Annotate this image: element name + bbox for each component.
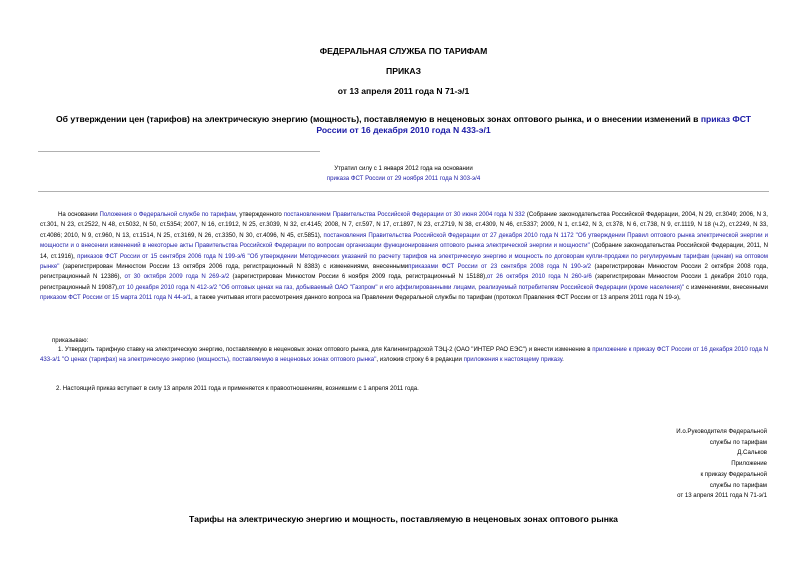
link-order-412[interactable]: от 10 декабря 2010 года N 412-э/2 "Об оптовых ценах на газ, добываемый ОАО "Газпром" и его аффилированными лицами, реализуемый потребителям Российской Федерации (кроме населения)" — [118, 283, 685, 291]
preamble-text: (Собрание законодательства Российской Федерации, 2011, N 14, ст.1916), — [40, 242, 768, 260]
preamble-text: (зарегистрирован Минюстом России 1 декабря 2010 года, регистрационный N 19087), — [40, 273, 768, 291]
signer-position: службы по тарифам — [709, 438, 767, 446]
signer-position: И.о.Руководителя Федеральной — [676, 428, 767, 435]
preamble-paragraph — [40, 210, 768, 304]
preamble-text: На основании — [58, 211, 100, 218]
order-word: приказываю: — [52, 337, 89, 344]
appendix-label: Приложение — [731, 460, 767, 468]
preamble-text: с изменениями, внесенными — [684, 283, 768, 291]
preamble-text: (зарегистрирован Минюстом России 13 октября 2006 года, регистрационный N 8383) с изменениями, внесенными — [59, 263, 409, 271]
preamble-text: , а также учитывая итоги рассмотрения данного вопроса на Правлении Федеральной службы по тарифам (протокол Правления ФСТ России от 13 апреля 2011 года N 19-э), — [190, 294, 681, 302]
divider-full — [38, 191, 769, 192]
link-resolution-1172[interactable]: постановления Правительства Российской Федерации от 27 декабря 2010 года N 1172 "Об утверждении Правил оптового рынка электрической энергии и мощности и о внесении изменений в некоторые акты Правительства Российской Федерации по вопросам организации функционирования оптового рынка электрической энергии и мощности" — [40, 231, 768, 250]
appendix-ref: службы по тарифам — [709, 481, 767, 489]
clause-2: 2. Настоящий приказ вступает в силу 13 апреля 2011 года и применяется к правоотношениям, возникшим с 1 апреля 2011 года. — [56, 385, 419, 392]
clause-1-text: . — [562, 356, 564, 364]
document-date-number: от 13 апреля 2011 года N 71-э/1 — [337, 86, 470, 96]
clause-1 — [40, 345, 768, 366]
appendix-ref: к приказу Федеральной — [700, 470, 767, 478]
lost-force-text: Утратил силу с 1 января 2012 года на основании — [334, 165, 473, 172]
appendix-date: от 13 апреля 2011 года N 71-э/1 — [677, 492, 767, 500]
link-order-44[interactable]: приказом ФСТ России от 15 марта 2011 года N 44-э/1 — [40, 294, 191, 302]
agency-name: ФЕДЕРАЛЬНАЯ СЛУЖБА ПО ТАРИФАМ — [319, 46, 488, 56]
divider-short — [38, 151, 320, 152]
preamble-text: (зарегистрирован Минюстом России 6 ноября 2009 года, регистрационный N 15188), — [229, 273, 487, 281]
document-type: ПРИКАЗ — [386, 66, 421, 76]
link-resolution-332[interactable]: постановлением Правительства Российской Федерации от 30 июня 2004 года N 332 — [283, 211, 525, 218]
link-appendix-this-order[interactable]: приложения к настоящему приказу — [463, 356, 563, 364]
preamble-text: (Собрание законодательства Российской Федерации, 2004, N 29, ст.3049; 2006, N 3, ст.301, N 23, ст.2522, N 48, ст.5032, N 50, ст.5354; 2007, N 16, ст.1912, N 25, ст.3039, N 32, ст.4145; 2008, N 7, ст.597, N 17, ст.1897, N 23, ст.2719, N 38, ст.4309, N 46, ст.5337; 2009, N 1, ст.142, N 3, ст.378, N 6, ст.738, N 9, ст.1119, N 18 (ч.2), ст.2249, N 33, ст.4086; 2010, N 9, ст.960, N 13, ст.1514, N 25, ст.3169, N 26, ст.3350, N 30, ст.4096, N 45, ст.5851), — [40, 211, 768, 239]
preamble-text: , утвержденного — [235, 211, 284, 218]
title-link-order-433[interactable]: приказ ФСТ России от 16 декабря 2010 года N 433-э/1 — [316, 114, 751, 135]
tariffs-heading: Тарифы на электрическую энергию и мощность, поставляемую в неценовых зонах оптового рынка — [189, 514, 618, 524]
clause-1-text: 1. Утвердить тарифную ставку на электрическую энергию, поставляемую в неценовых зонах оптового рынка, для Калининградской ТЭЦ-2 (ОАО "ИНТЕР РАО ЕЭС") и внести изменение в — [58, 346, 593, 353]
link-order-199[interactable]: приказов ФСТ России от 15 сентября 2006 года N 199-э/6 "Об утверждении Методических указаний по расчету тарифов на электрическую энергию и мощность по договорам купли-продажи по регулируемым тарифам (ценам) на оптовом рынке" — [40, 252, 768, 271]
link-order-260[interactable]: от 26 октября 2010 года N 260-э/6 — [486, 273, 592, 281]
link-appendix-order-433[interactable]: приложение к приказу ФСТ России от 16 декабря 2010 года N 433-э/1 "О ценах (тарифах) на электрическую энергию (мощность), поставляемую в неценовых зонах оптового рынка" — [40, 346, 768, 364]
lost-force-note — [40, 164, 767, 183]
link-order-190[interactable]: приказами ФСТ России от 23 сентября 2008 года N 190-э/2 — [408, 263, 592, 271]
link-regulation-fst[interactable]: Положения о Федеральной службе по тарифам — [99, 211, 236, 218]
document-title — [40, 114, 767, 136]
clause-1-text: , изложив строку 6 в редакции — [376, 356, 464, 364]
signer-name: Д.Сальков — [737, 449, 767, 457]
signature-block — [676, 427, 767, 502]
link-order-269[interactable]: от 30 октября 2009 года N 269-э/2 — [124, 273, 230, 281]
preamble-text: (зарегистрирован Минюстом России 2 октября 2008 года, регистрационный N 12386), — [40, 263, 769, 281]
title-text: Об утверждении цен (тарифов) на электрическую энергию (мощность), поставляемую в неценовых зонах оптового рынка, и о внесении изменений в — [56, 114, 701, 124]
lost-force-link[interactable]: приказа ФСТ России от 29 ноября 2011 года N 303-э/4 — [326, 174, 481, 182]
